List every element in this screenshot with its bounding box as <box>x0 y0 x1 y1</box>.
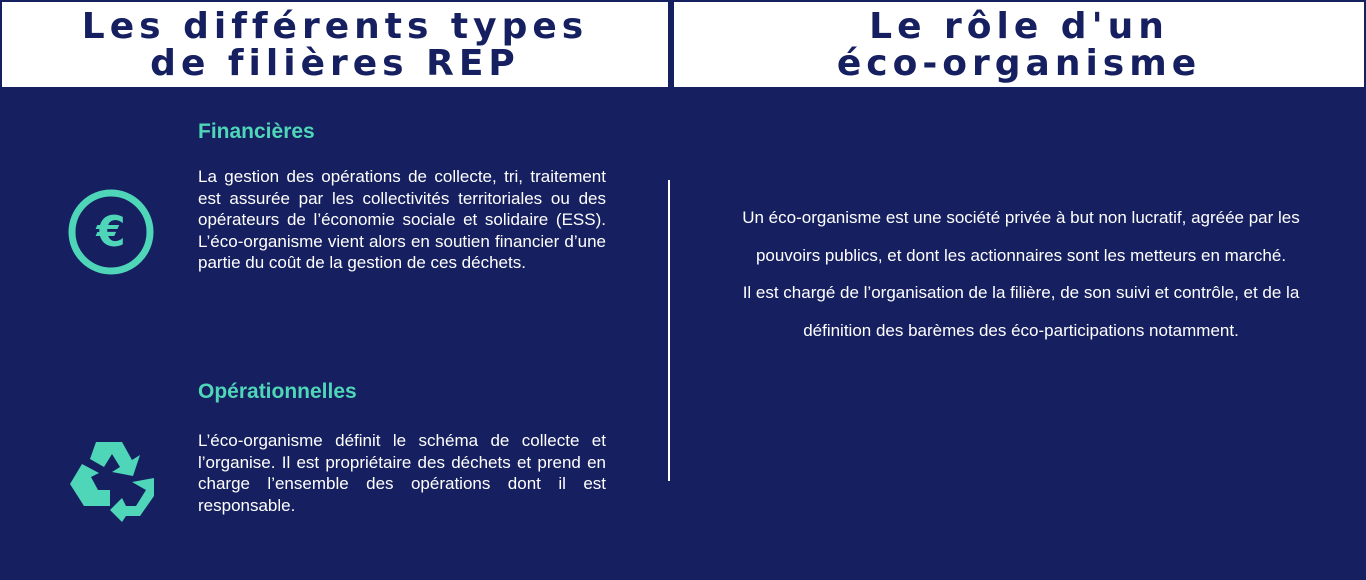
financieres-title: Financières <box>198 120 315 143</box>
header-right <box>672 0 1366 89</box>
header-left-line2: de filières REP <box>150 42 520 84</box>
recycle-icon <box>66 434 156 524</box>
header-left-line1: Les différents types <box>81 5 589 47</box>
header-left <box>0 0 670 89</box>
eco-organisme-description <box>730 199 1312 349</box>
header-right-title <box>836 5 1202 84</box>
header-right-line2: éco-organisme <box>836 42 1202 84</box>
euro-icon <box>66 187 156 277</box>
svg-text:€: € <box>96 207 126 256</box>
vertical-divider <box>668 180 670 481</box>
header-left-title <box>81 5 589 84</box>
header-right-line1: Le rôle d'un <box>869 5 1169 47</box>
eco-organisme-paragraph-1: Un éco-organisme est une société privée à but non lucratif, agréée par les pouvoirs publics, et dont les actionnaires sont les metteurs en marché. <box>742 208 1300 265</box>
financieres-text: La gestion des opérations de collecte, tri, traitement est assurée par les collectivités territoriales ou des opérateurs de l’économie sociale et solidaire (ESS). L’éco-organisme vient alors en soutien financier d’une partie du coût de la gestion de ces déchets. <box>198 167 606 272</box>
operationnelles-text: L’éco-organisme définit le schéma de collecte et l’organise. Il est propriétaire des déchets et prend en charge l’ensemble des opérations dont il est responsable. <box>198 431 606 515</box>
operationnelles-title: Opérationnelles <box>198 380 357 403</box>
eco-organisme-paragraph-2: Il est chargé de l’organisation de la filière, de son suivi et contrôle, et de la définition des barèmes des éco-participations notamment. <box>742 283 1300 340</box>
